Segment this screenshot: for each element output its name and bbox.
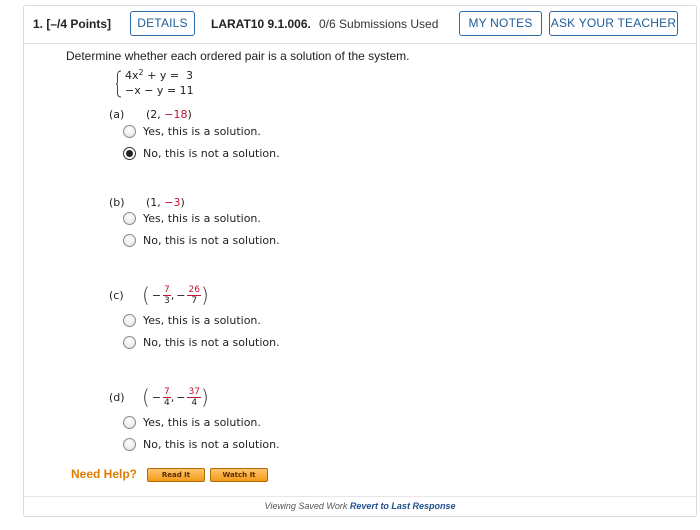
part-c-pair <box>142 282 209 308</box>
part-a-option-no[interactable] <box>123 145 280 161</box>
open-paren: ( <box>142 385 150 409</box>
part-a-option-yes[interactable] <box>123 123 261 139</box>
equation-1-term: 4x <box>125 69 139 82</box>
part-d-pair <box>142 384 209 410</box>
open-paren: ( <box>142 283 150 307</box>
numerator: 7 <box>164 284 170 295</box>
part-b-pair-close: ) <box>180 196 185 209</box>
option-label: Yes, this is a solution. <box>143 313 261 327</box>
equation-2: −x − y = 11 <box>125 84 194 97</box>
part-d-option-no[interactable] <box>123 436 280 452</box>
minus-sign: − <box>151 288 162 302</box>
part-a-pair-value: −18 <box>164 108 188 121</box>
part-c-fraction-2 <box>187 285 200 306</box>
brace-icon <box>116 70 121 98</box>
radio-button-selected[interactable] <box>123 147 136 160</box>
need-help-label: Need Help? <box>71 467 138 481</box>
equation-1-rest: + y = 3 <box>143 69 194 82</box>
radio-button[interactable] <box>123 212 136 225</box>
question-panel <box>23 5 697 517</box>
part-b-option-no[interactable] <box>123 232 280 248</box>
option-label: No, this is not a solution. <box>143 146 280 160</box>
radio-button[interactable] <box>123 416 136 429</box>
denominator: 4 <box>191 397 198 408</box>
denominator: 7 <box>191 295 198 306</box>
part-d-fraction-2 <box>187 387 200 408</box>
part-c-option-no[interactable] <box>123 334 280 350</box>
part-a-pair-open: (2, <box>146 108 165 121</box>
part-b-pair-open: (1, <box>146 196 165 209</box>
question-number-text: 1. <box>33 17 44 31</box>
option-label: No, this is not a solution. <box>143 437 280 451</box>
option-label: No, this is not a solution. <box>143 233 280 247</box>
minus-sign: − <box>151 390 162 404</box>
option-label: Yes, this is a solution. <box>143 124 261 138</box>
comma: , <box>170 288 175 302</box>
part-a-pair <box>146 108 192 121</box>
question-prompt: Determine whether each ordered pair is a solution of the system. <box>66 49 410 63</box>
question-number <box>33 17 111 31</box>
denominator: 4 <box>164 397 170 408</box>
points-label: [–/4 Points] <box>46 17 112 31</box>
radio-button[interactable] <box>123 234 136 247</box>
part-b-pair <box>146 196 185 209</box>
equation-1 <box>125 68 193 82</box>
radio-button[interactable] <box>123 438 136 451</box>
minus-sign: − <box>176 288 186 302</box>
my-notes-button[interactable]: MY NOTES <box>459 11 542 36</box>
numerator: 7 <box>164 386 170 397</box>
watch-it-button[interactable]: Watch It <box>210 468 268 482</box>
part-b-pair-value: −3 <box>164 196 181 209</box>
saved-work-label: Viewing Saved Work <box>264 501 348 511</box>
denominator: 3 <box>164 295 170 306</box>
read-it-button[interactable]: Read It <box>147 468 205 482</box>
part-c-label: (c) <box>109 289 124 302</box>
details-button[interactable]: DETAILS <box>130 11 195 36</box>
question-header <box>24 6 696 44</box>
part-c-fraction-1 <box>163 285 171 306</box>
close-paren: ) <box>200 385 209 409</box>
radio-button[interactable] <box>123 336 136 349</box>
footer-bar <box>24 496 696 516</box>
part-b-option-yes[interactable] <box>123 210 261 226</box>
comma: , <box>170 390 175 404</box>
part-d-label: (d) <box>109 391 125 404</box>
option-label: Yes, this is a solution. <box>143 415 261 429</box>
part-a-label: (a) <box>109 108 125 121</box>
numerator: 37 <box>188 386 200 397</box>
part-b-label: (b) <box>109 196 125 209</box>
close-paren: ) <box>200 283 209 307</box>
part-d-option-yes[interactable] <box>123 414 261 430</box>
part-d-fraction-1 <box>163 387 171 408</box>
radio-button[interactable] <box>123 125 136 138</box>
problem-code: LARAT10 9.1.006. <box>211 17 311 31</box>
ask-teacher-button[interactable]: ASK YOUR TEACHER <box>549 11 678 36</box>
option-label: No, this is not a solution. <box>143 335 280 349</box>
minus-sign: − <box>176 390 186 404</box>
part-a-pair-close: ) <box>187 108 192 121</box>
part-c-option-yes[interactable] <box>123 312 261 328</box>
option-label: Yes, this is a solution. <box>143 211 261 225</box>
numerator: 26 <box>188 284 200 295</box>
radio-button[interactable] <box>123 314 136 327</box>
submissions-count: 0/6 Submissions Used <box>319 17 439 31</box>
revert-link[interactable]: Revert to Last Response <box>349 501 456 511</box>
equation-1-exponent: 2 <box>138 68 144 77</box>
